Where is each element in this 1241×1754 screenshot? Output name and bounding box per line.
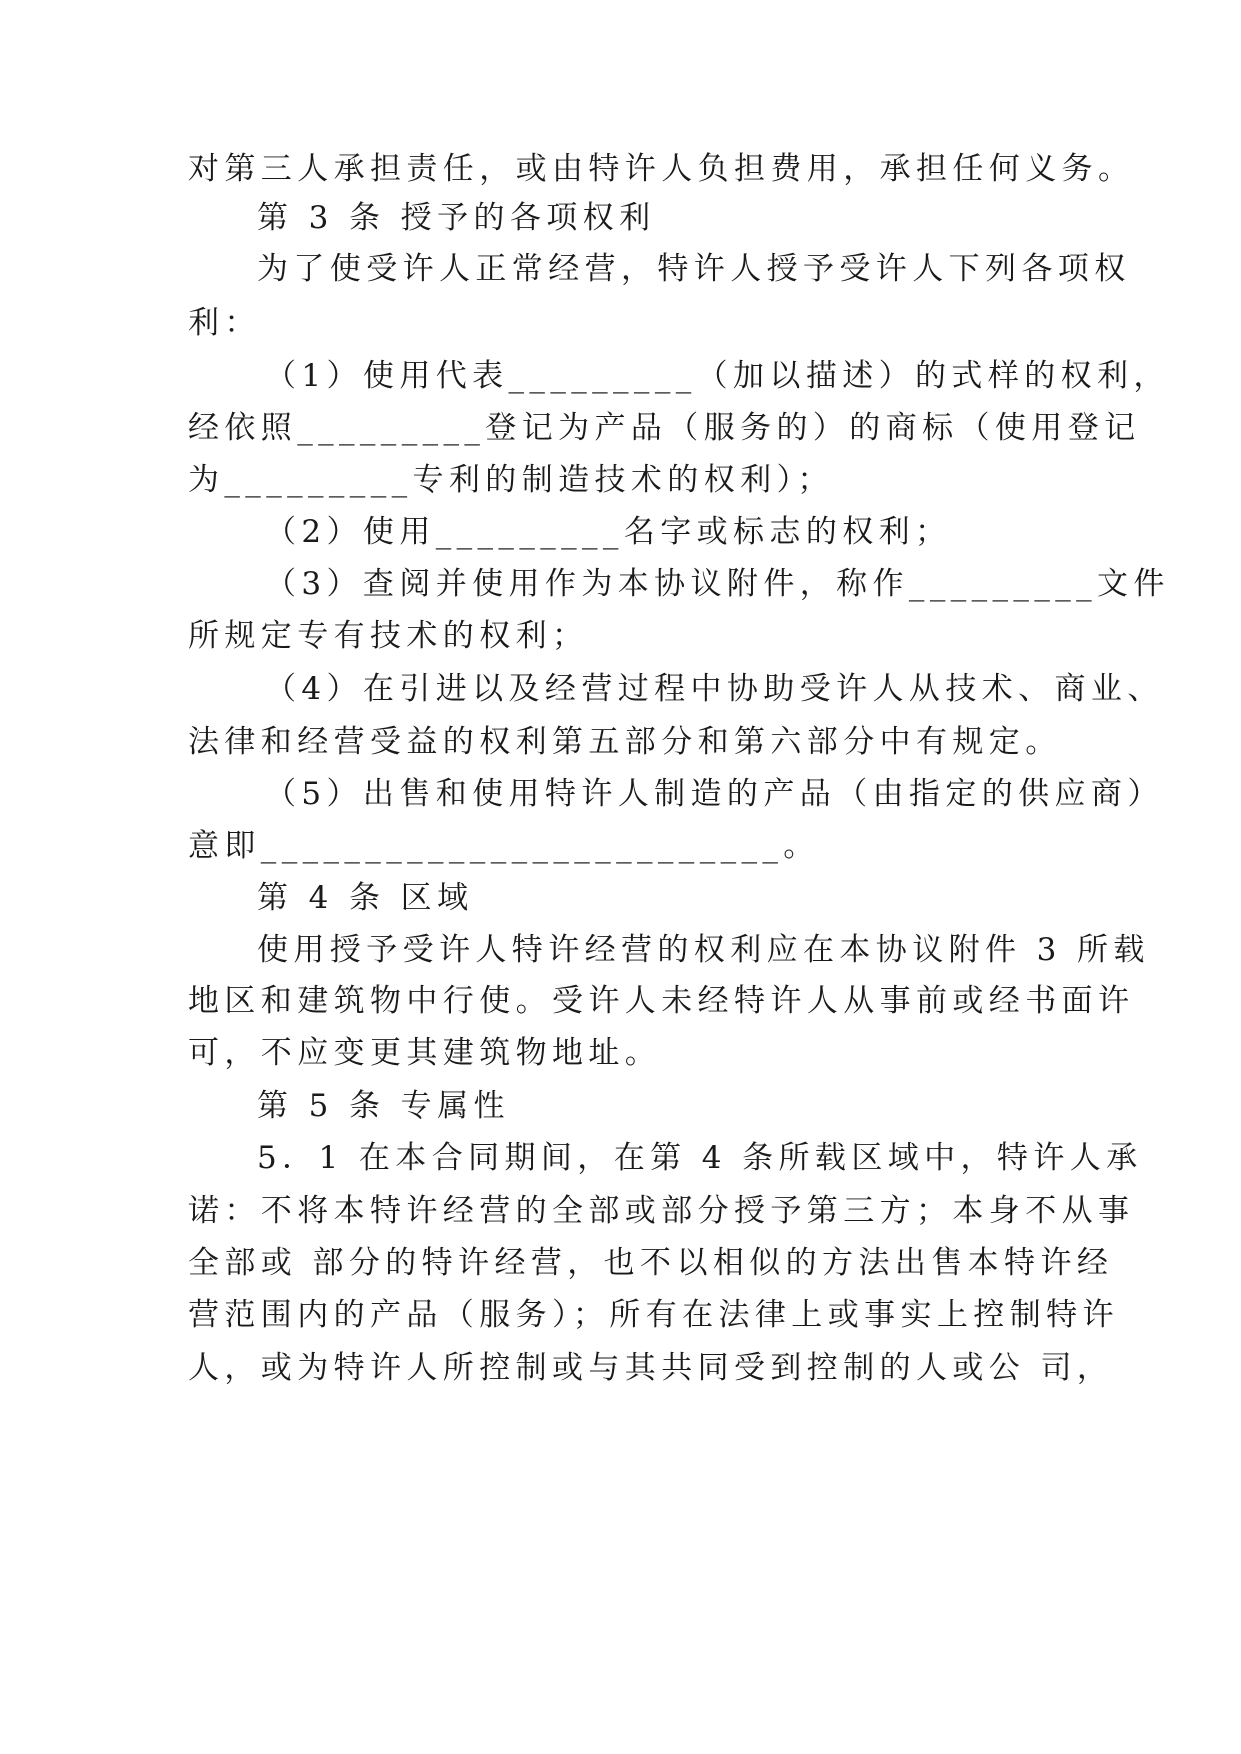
text-line: 为了使受许人正常经营，特许人授予受许人下列各项权 xyxy=(257,251,1131,287)
article-4-heading: 第 4 条 区域 xyxy=(257,880,474,916)
list-item-5: （5）出售和使用特许人制造的产品（由指定的供应商） xyxy=(265,776,1164,812)
text-line: 营范围内的产品（服务）；所有在法律上或事实上控制特许 xyxy=(188,1297,1119,1333)
text-line: 法律和经营受益的权利第五部分和第六部分中有规定。 xyxy=(188,724,1062,760)
list-item-4: （4）在引进以及经营过程中协助受许人从技术、商业、 xyxy=(265,671,1164,707)
text-line: 意即_________________________。 xyxy=(188,828,820,864)
text-line: 为_________专利的制造技术的权利）； xyxy=(188,462,834,498)
list-item-2: （2）使用_________名字或标志的权利； xyxy=(265,514,952,550)
text-line: 对第三人承担责任，或由特许人负担费用，承担任何义务。 xyxy=(188,151,1135,187)
text-line: 人，或为特许人所控制或与其共同受到控制的人或公 司， xyxy=(188,1350,1114,1386)
text-line: 可，不应变更其建筑物地址。 xyxy=(188,1035,662,1071)
text-line: 所规定专有技术的权利； xyxy=(188,618,589,654)
text-line: 诺：不将本特许经营的全部或部分授予第三方；本身不从事 xyxy=(188,1193,1135,1229)
text-line: 使用授予受许人特许经营的权利应在本协议附件 3 所载 xyxy=(257,932,1150,968)
article-5-heading: 第 5 条 专属性 xyxy=(257,1088,510,1124)
article-3-heading: 第 3 条 授予的各项权利 xyxy=(257,200,656,236)
text-line: 利： xyxy=(188,305,261,341)
text-line: 5．1 在本合同期间，在第 4 条所载区域中，特许人承 xyxy=(257,1140,1143,1176)
text-line: 地区和建筑物中行使。受许人未经特许人从事前或经书面许 xyxy=(188,983,1135,1019)
list-item-1: （1）使用代表_________（加以描述）的式样的权利， xyxy=(265,358,1170,394)
list-item-3: （3）查阅并使用作为本协议附件，称作_________文件 xyxy=(265,566,1170,602)
text-line: 全部或 部分的特许经营，也不以相似的方法出售本特许经 xyxy=(188,1245,1114,1281)
text-line: 经依照_________登记为产品（服务的）的商标（使用登记 xyxy=(188,410,1141,446)
